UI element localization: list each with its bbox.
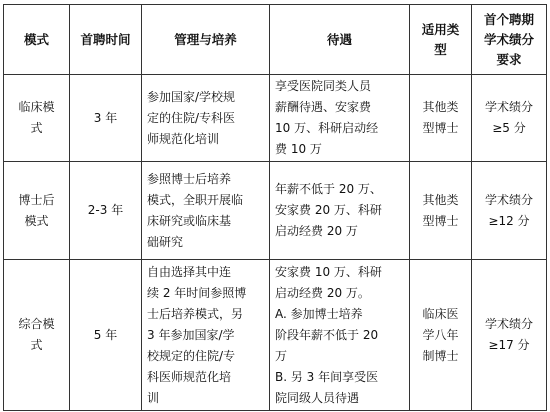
- cell-text-line: 待遇: [326, 31, 352, 47]
- cell-text-line: 式: [30, 338, 43, 352]
- cell-text-line: 3 年: [93, 110, 118, 125]
- cell-text-line: 床研究或临床基: [147, 213, 232, 228]
- cell-text-line: ≥12 分: [488, 213, 530, 228]
- cell-text-line: 参照博士后培养: [147, 171, 232, 186]
- cell-text-line: 2-3 年: [87, 203, 124, 217]
- first-term-cell: [70, 75, 142, 162]
- cell-text-line: 要求: [496, 51, 522, 67]
- table-row: [4, 260, 547, 411]
- requirement-cell: [472, 162, 547, 260]
- cell-text-line: 阶段年薪不低于 20: [275, 327, 379, 342]
- cell-text-line: 学术绩分: [484, 317, 533, 331]
- cell-text-line: ≥5 分: [492, 121, 526, 135]
- talent-recruitment-table: [3, 4, 547, 411]
- cell-text-line: 模式，全职开展临: [147, 192, 244, 207]
- applicable-type-cell: [410, 75, 472, 162]
- treatment-cell: [270, 75, 410, 162]
- table-row: [4, 162, 547, 260]
- mode-cell: [4, 162, 70, 260]
- cell-text-line: 临床医: [422, 306, 459, 321]
- cell-text-line: A. 参加博士培养: [275, 306, 363, 321]
- requirement-cell: [472, 75, 547, 162]
- cell-text-line: 费 10 万: [275, 142, 322, 156]
- cell-text-line: 首聘时间: [80, 31, 131, 47]
- cell-text-line: B. 另 3 年间享受医: [275, 369, 379, 384]
- cell-text-line: 定的住院/专科医: [147, 110, 236, 125]
- mode-cell: [4, 75, 70, 162]
- cell-text-line: 安家费 20 万、科研: [275, 203, 382, 217]
- cell-text-line: 综合模: [18, 317, 55, 331]
- cell-text-line: 型博士: [422, 213, 459, 228]
- cell-text-line: 5 年: [93, 327, 118, 342]
- cell-text-line: 3 年参加国家/学: [147, 327, 235, 342]
- cell-text-line: 士后培养模式，另: [147, 306, 244, 321]
- cell-text-line: 薪酬待遇、安家费: [275, 100, 372, 114]
- cell-text-line: 学术绩分: [484, 192, 533, 207]
- requirement-cell: [472, 260, 547, 411]
- mode-cell: [4, 260, 70, 411]
- header-treatment: [270, 5, 410, 75]
- header-first-term: [70, 5, 142, 75]
- applicable-type-cell: [410, 162, 472, 260]
- cell-text-line: 万: [275, 348, 288, 363]
- table-header-row: [4, 5, 547, 75]
- cell-text-line: 模式: [24, 213, 49, 228]
- header-management: [142, 5, 270, 75]
- treatment-cell: [270, 162, 410, 260]
- cell-text-line: 适用类: [421, 21, 460, 37]
- cell-text-line: 制博士: [422, 348, 459, 363]
- cell-text-line: 续 2 年时间参照博: [147, 285, 247, 300]
- cell-text-line: 训: [147, 390, 160, 405]
- cell-text-line: 校规定的住院/专: [147, 348, 236, 363]
- management-cell: [142, 162, 270, 260]
- cell-text-line: 10 万、科研启动经: [275, 121, 379, 135]
- cell-text-line: 自由选择其中连: [147, 264, 232, 279]
- cell-text-line: 型: [434, 41, 447, 57]
- cell-text-line: 学术绩分: [484, 100, 533, 114]
- cell-text-line: 学八年: [422, 327, 459, 342]
- cell-text-line: 其他类: [422, 100, 459, 114]
- cell-text-line: 首个聘期: [483, 11, 534, 27]
- cell-text-line: 型博士: [422, 121, 459, 135]
- cell-text-line: ≥17 分: [488, 338, 530, 352]
- applicable-type-cell: [410, 260, 472, 411]
- cell-text-line: 科医师规范化培: [147, 369, 232, 384]
- cell-text-line: 安家费 10 万、科研: [275, 264, 382, 279]
- management-cell: [142, 75, 270, 162]
- header-requirement: [472, 5, 547, 75]
- first-term-cell: [70, 260, 142, 411]
- first-term-cell: [70, 162, 142, 260]
- cell-text-line: 管理与培养: [174, 31, 237, 47]
- management-cell: [142, 260, 270, 411]
- cell-text-line: 式: [30, 121, 43, 135]
- cell-text-line: 学术绩分: [483, 31, 534, 47]
- header-applicable-type: [410, 5, 472, 75]
- cell-text-line: 享受医院同类人员: [275, 79, 372, 93]
- cell-text-line: 础研究: [147, 234, 184, 249]
- cell-text-line: 博士后: [18, 192, 55, 207]
- cell-text-line: 其他类: [422, 192, 459, 207]
- cell-text-line: 启动经费 20 万。: [275, 285, 370, 300]
- treatment-cell: [270, 260, 410, 411]
- cell-text-line: 院同级人员待遇: [275, 390, 360, 405]
- cell-text-line: 模式: [23, 31, 49, 47]
- table-row: [4, 75, 547, 162]
- cell-text-line: 启动经费 20 万: [275, 224, 358, 238]
- cell-text-line: 师规范化培训: [147, 131, 220, 146]
- cell-text-line: 参加国家/学校规: [147, 89, 236, 104]
- header-mode: [4, 5, 70, 75]
- cell-text-line: 临床模: [18, 100, 55, 114]
- cell-text-line: 年薪不低于 20 万、: [275, 182, 382, 196]
